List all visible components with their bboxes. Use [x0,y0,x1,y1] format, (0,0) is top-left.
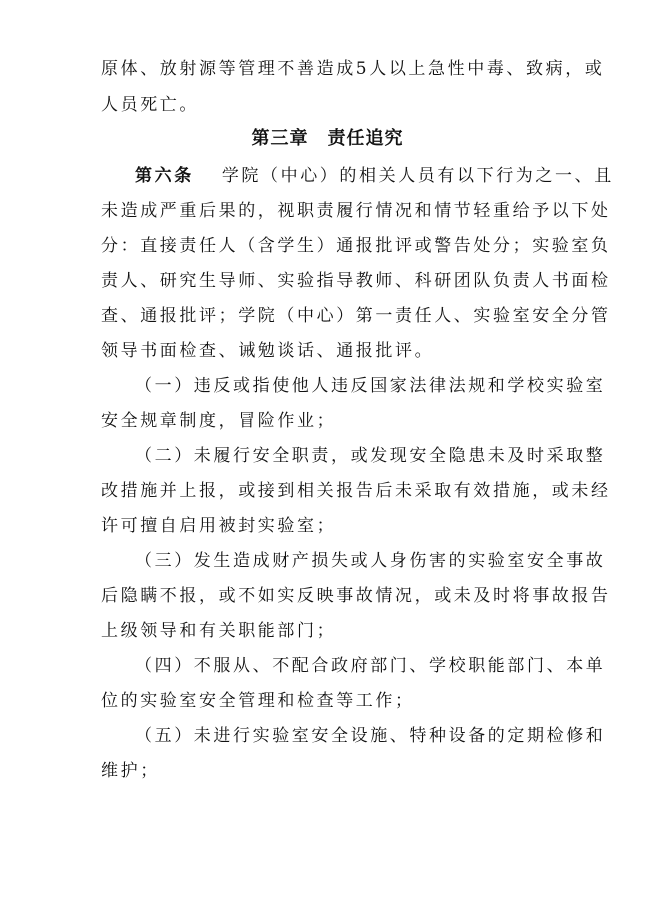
text-line: 位的实验室安全管理和检查等工作； [101,691,415,711]
text-line: 责人、研究生导师、实验指导教师、科研团队负责人书面检 [101,271,611,291]
article-first-line [135,165,655,187]
text-line: 许可擅自启用被封实验室； [101,516,337,536]
text-line: 后隐瞒不报，或不如实反映事故情况，或未及时将事故报告 [101,586,611,606]
text-line: 维护； [101,761,160,781]
list-item-line: （三）发生造成财产损失或人身伤害的实验室安全事故 [135,551,606,571]
text-line: 未造成严重后果的，视职责履行情况和情节轻重给予以下处 [101,201,611,221]
text-line: 领导书面检查、诫勉谈话、通报批评。 [101,341,435,361]
article-label: 第六条 [135,166,194,186]
text-line: 人员死亡。 [101,95,199,115]
text-line: 原体、放射源等管理不善造成5人以上急性中毒、致病，或 [101,59,605,79]
list-item-line: （四）不服从、不配合政府部门、学校职能部门、本单 [135,656,606,676]
list-item-line: （一）违反或指使他人违反国家法律法规和学校实验室 [135,376,606,396]
text-line: 改措施并上报，或接到相关报告后未采取有效措施，或未经 [101,481,611,501]
text-line: 查、通报批评；学院（中心）第一责任人、实验室安全分管 [101,306,611,326]
text-line: 分：直接责任人（含学生）通报批评或警告处分；实验室负 [101,236,611,256]
text-line: 安全规章制度，冒险作业； [101,411,337,431]
chapter-heading: 第三章 责任追究 [251,128,404,149]
list-item-line: （二）未履行安全职责，或发现安全隐患未及时采取整 [135,446,606,466]
article-text: 学院（中心）的相关人员有以下行为之一、且 [221,166,614,186]
list-item-line: （五）未进行实验室安全设施、特种设备的定期检修和 [135,726,606,746]
text-line: 上级领导和有关职能部门； [101,621,337,641]
